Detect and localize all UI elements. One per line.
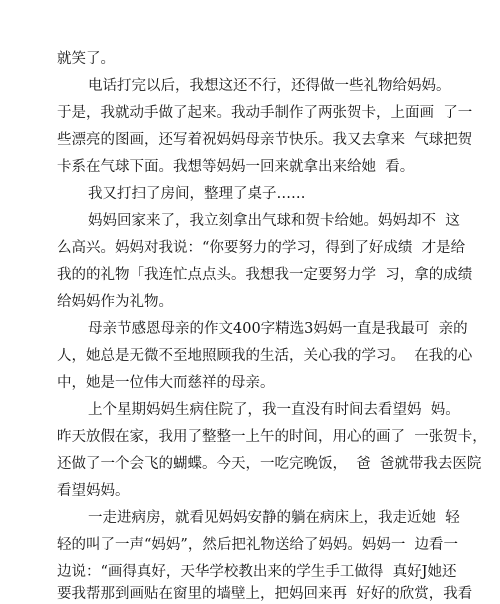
text-line: 上个星期妈妈生病住院了，我一直没有时间去看望妈 妈。 — [88, 402, 460, 418]
text-line: 边说：“画得真好，天华学校教出来的学生手工做得 真好J她还 — [57, 564, 457, 580]
text-line: 就笑了。 — [57, 51, 115, 67]
text-line: 要我帮那到画贴在窗里的墙壁上，把妈回来再 好好的欣赏，我看 — [57, 586, 473, 602]
text-line: 人，她总是无微不至地照顾我的生活，关心我的学习。 在我的心 — [57, 348, 473, 364]
text-line: 我的的礼物「我连忙点点头。我想我一定要努力学 习，拿的成绩 — [57, 267, 473, 283]
text-line: 昨天放假在家，我用了整整一上午的时间，用心的画了 一张贺卡， — [57, 429, 487, 445]
text-line: 给妈妈作为礼物。 — [57, 294, 173, 310]
text-line: 轻的叫了一声“妈妈”，然后把礼物送给了妈妈。妈妈一 边看一 — [57, 537, 459, 553]
text-line: 电话打完以后，我想这还不行，还得做一些礼物给妈妈。 — [88, 78, 451, 94]
text-line: 看望妈妈。 — [57, 483, 130, 499]
text-line: 些漂亮的图画，还写着祝妈妈母亲节快乐。我又去拿来 气球把贺 — [57, 132, 473, 148]
text-line: 还做了一个会飞的蝴蝶。今天，一吃完晚饭， 爸 爸就带我去医院 — [57, 456, 482, 472]
text-line: 于是，我就动手做了起来。我动手制作了两张贺卡，上面画 了一 — [57, 105, 473, 121]
text-line: 一走进病房，就看见妈妈安静的躺在病床上，我走近她 轻 — [88, 510, 460, 526]
text-line: 我又打扫了房间，整理了桌子…… — [88, 186, 306, 202]
text-line: 卡系在气球下面。我想等妈妈一回来就拿出来给她 看。 — [57, 159, 415, 175]
text-line: 中，她是一位伟大而慈祥的母亲。 — [57, 375, 275, 391]
text-line: 么高兴。妈妈对我说：“你要努力的学习，得到了好成绩 才是给 — [57, 240, 466, 256]
text-line: 妈妈回家来了，我立刻拿出气球和贺卡给她。妈妈却不 这 — [88, 213, 460, 229]
text-line: 母亲节感恩母亲的作文400字精选3妈妈一直是我最可 亲的 — [88, 321, 468, 337]
